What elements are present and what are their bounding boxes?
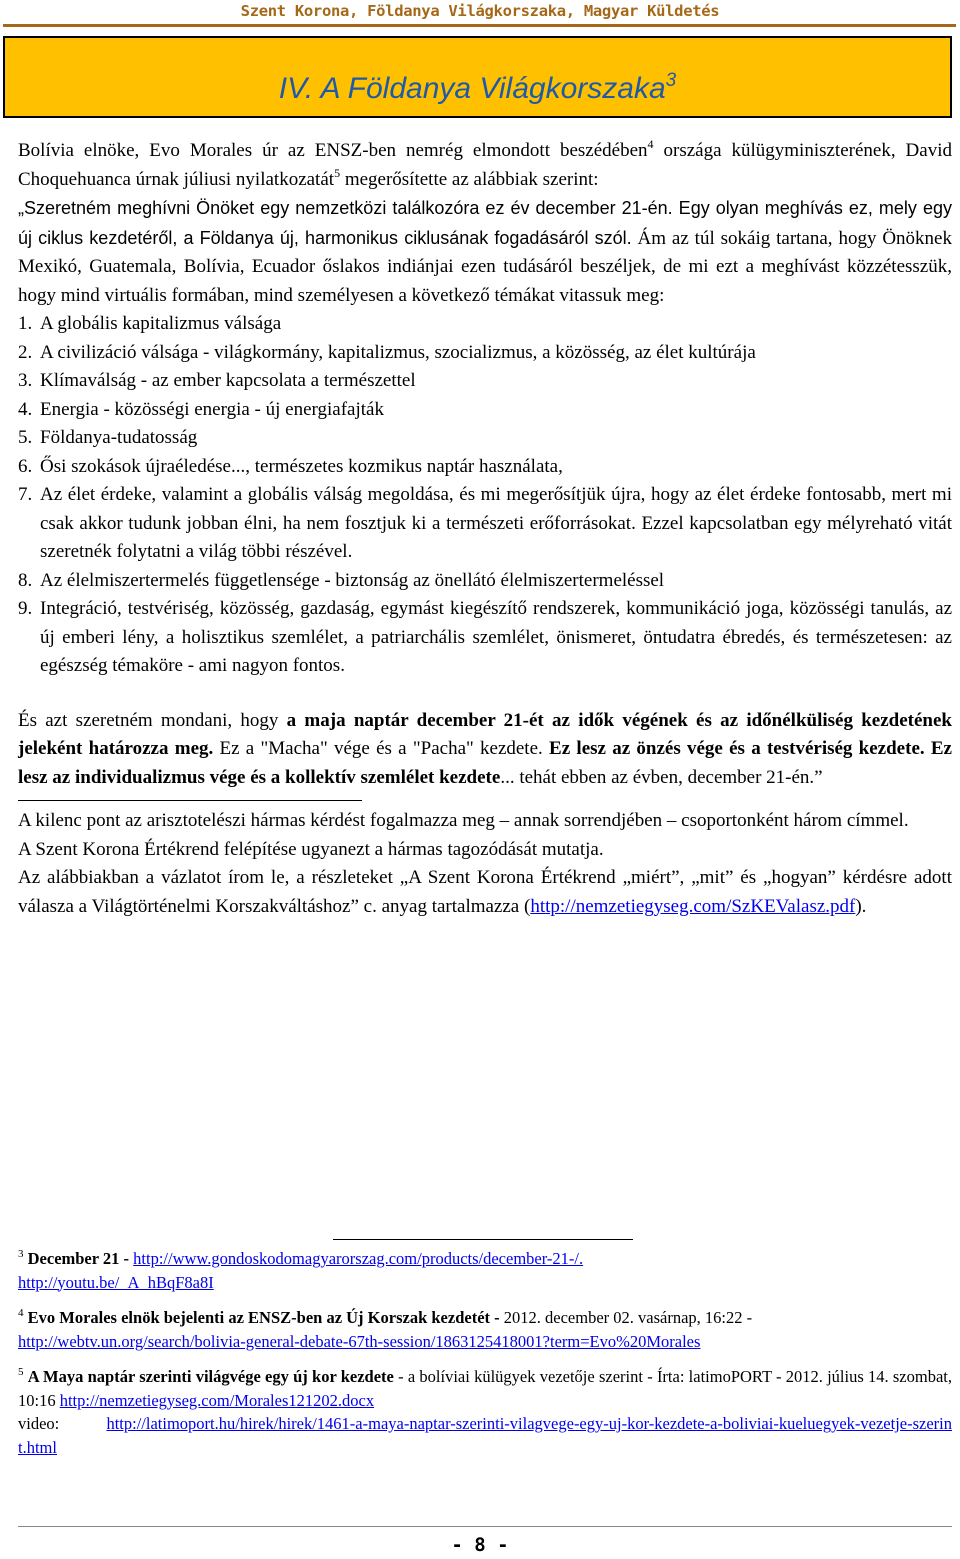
footnote-3-link-1[interactable]: http://www.gondoskodomagyarorszag.com/products/december-21-/. <box>133 1249 584 1268</box>
list-item-number: 2. <box>18 341 33 363</box>
footnote-5 <box>18 1365 952 1459</box>
intro-paragraph <box>18 137 952 194</box>
footnote-title: Evo Morales elnök bejelenti az ENSZ-ben az Új Korszak kezdetét - <box>27 1308 504 1327</box>
list-item-text: Integráció, testvériség, közösség, gazdaság, egymást kiegészítő rendszerek, kommunikáció joga, közösségi tanulás, az új emberi lény, a holisztikus szemlélet, a patriarchális szemlélet, önismeret, öntudatra ébredés, és természetesen: az egészség témaköre - ami nagyon fontos. <box>40 598 952 676</box>
list-item-number: 9. <box>18 598 33 619</box>
chapter-title-text: IV. A Földanya Világkorszaka <box>278 72 666 105</box>
footnote-ref-4[interactable]: 4 <box>647 137 654 151</box>
commentary-text: Az alábbiakban a vázlatot írom le, a részleteket „A Szent Korona Értékrend „miért”, „mit” és „hogyan” kérdésre adott válasza a Világtörténelmi Korszakváltáshoz” c. anyag tartalmazza ( <box>18 867 952 917</box>
commentary-paragraph-2: A Szent Korona Értékrend felépítése ugyanezt a hármas tagozódását mutatja. <box>18 838 604 860</box>
list-item-number: 5. <box>18 427 33 448</box>
closing-text-3: ... tehát ebben az évben, december 21-én.” <box>500 766 823 788</box>
commentary-paragraph-1: A kilenc pont az arisztotelészi hármas kérdést fogalmazza meg – annak sorrendjében – csoportonként három címmel. <box>18 810 909 831</box>
quote-continuation: Ám az túl sokáig tartana, hogy Önöknek Mexikó, Guatemala, Bolívia, Ecuador őslakos indiánjai ezen tudásáról beszéljek, de mi ezt a meghívást közzétesszük, hogy mind virtuális formában, mind személyesen a következő témákat vitassuk meg: <box>18 227 952 306</box>
list-item-number: 1. <box>18 313 33 334</box>
footnote-title: December 21 - <box>27 1249 134 1268</box>
closing-bold-1: a maja naptár december 21-ét az idők végének és az időnélküliség kezdetének jeleként határozza meg. <box>18 709 952 759</box>
chapter-title-box <box>3 36 952 118</box>
footnote-separator <box>333 1239 633 1240</box>
list-item <box>18 310 952 339</box>
list-item-number: 6. <box>18 455 33 477</box>
footnote-5-link-1[interactable]: http://nemzetiegyseg.com/Morales121202.docx <box>59 1390 375 1410</box>
chapter-title <box>5 71 950 104</box>
section-divider <box>18 800 362 801</box>
topic-list <box>18 310 952 681</box>
footnote-ref-5[interactable]: 5 <box>334 165 341 180</box>
list-item <box>18 453 952 482</box>
list-item-text: A civilizáció válsága - világkormány, kapitalizmus, szocializmus, a közösség, az élet kultúrája <box>40 341 756 363</box>
footnote-number: 5 <box>18 1366 24 1378</box>
list-item <box>18 367 952 396</box>
list-item <box>18 481 952 567</box>
footnote-4-link[interactable]: http://webtv.un.org/search/bolivia-general-debate-67th-session/1863125418001?term=Evo%20Morales <box>18 1331 701 1351</box>
szke-valasz-link[interactable]: http://nemzetiegyseg.com/SzKEValasz.pdf <box>530 895 856 917</box>
footnote-3-link-2[interactable]: http://youtu.be/_A_hBqF8a8I <box>18 1272 214 1292</box>
list-item <box>18 339 952 368</box>
list-item-text: Az élelmiszertermelés függetlensége - biztonság az önellátó élelmiszertermeléssel <box>40 569 665 591</box>
intro-text-1: Bolívia elnöke, Evo Morales úr az ENSZ-ben nemrég elmondott beszédében <box>18 140 648 161</box>
footnote-ref-3[interactable]: 3 <box>665 70 677 91</box>
footnote-5-link-2[interactable]: http://latimoport.hu/hirek/hirek/1461-a-maya-naptar-szerinti-vilagvege-egy-uj-kor-kezdete-a-boliviai-kueluegyek-vezetje-szerint.html <box>18 1414 952 1457</box>
footer-rule <box>18 1526 952 1527</box>
list-item-text: A globális kapitalizmus válsága <box>40 313 282 334</box>
commentary-text-end: ). <box>855 895 867 917</box>
list-item-text: Ősi szokások újraéledése..., természetes kozmikus naptár használata, <box>40 455 563 477</box>
header-rule <box>3 24 956 27</box>
main-content <box>18 137 952 921</box>
footnotes <box>18 1247 952 1471</box>
list-item-text: Földanya-tudatosság <box>40 427 198 448</box>
closing-text-2: Ez a "Macha" vége és a "Pacha" kezdete. <box>213 738 550 759</box>
quote-paragraph <box>18 194 952 310</box>
list-item <box>18 396 952 425</box>
footnote-title: A Maya naptár szerinti világvége egy új kor kezdete <box>27 1367 394 1386</box>
closing-paragraph <box>18 707 952 793</box>
list-item-number: 4. <box>18 398 33 420</box>
quote-opening: „Szeretném meghívni Önöket egy nemzetközi találkozóra ez év december 21-én. Egy olyan meghívás ez, mely egy új ciklus kezdetéről, a Földanya új, harmonikus ciklusának fogadásáról szól. <box>18 198 952 248</box>
list-item <box>18 424 952 453</box>
page-number: - 8 - <box>451 1534 509 1556</box>
spacer <box>18 681 952 707</box>
list-item <box>18 567 952 596</box>
commentary-paragraph-3 <box>18 864 952 921</box>
list-item <box>18 595 952 681</box>
footnote-3 <box>18 1247 952 1294</box>
footnote-number: 4 <box>18 1307 24 1319</box>
footnote-meta: - a bolíviai külügyek vezetője szerint - Írta: latimoPORT - 2012. július 14. szombat, 10:16 <box>18 1367 953 1410</box>
list-item-number: 7. <box>18 484 33 505</box>
intro-text-2: országa külügyminiszterének, David Choquehuanca úrnak júliusi nyilatkozatát <box>18 140 952 190</box>
closing-text-1: És azt szeretném mondani, hogy <box>18 709 287 731</box>
video-label: video: <box>18 1414 60 1433</box>
list-item-text: Energia - közösségi energia - új energiafajták <box>40 398 384 420</box>
footnote-4 <box>18 1306 952 1353</box>
list-item-text: Klímaválság - az ember kapcsolata a természettel <box>40 370 416 391</box>
closing-bold-2: Ez lesz az önzés vége és a testvériség kezdete. Ez lesz az individualizmus vége és a kollektív szemlélet kezdete <box>18 738 952 788</box>
footnote-meta: 2012. december 02. vasárnap, 16:22 - <box>503 1308 753 1327</box>
list-item-text: Az élet érdeke, valamint a globális válság megoldása, és mi megerősítjük újra, hogy az élet érdeke fontosabb, mert mi csak akkor tudunk jobban élni, ha nem fosztjuk ki a természeti erőforrásokat. Ezzel kapcsolatban egy mélyreható vitát szeretnék folytatni a világ többi részével. <box>40 484 952 562</box>
list-item-number: 8. <box>18 569 33 591</box>
footnote-number: 3 <box>18 1248 24 1260</box>
intro-text-3: megerősítette az alábbiak szerint: <box>340 168 599 190</box>
running-header: Szent Korona, Földanya Világkorszaka, Magyar Küldetés <box>240 2 720 20</box>
list-item-number: 3. <box>18 370 33 391</box>
